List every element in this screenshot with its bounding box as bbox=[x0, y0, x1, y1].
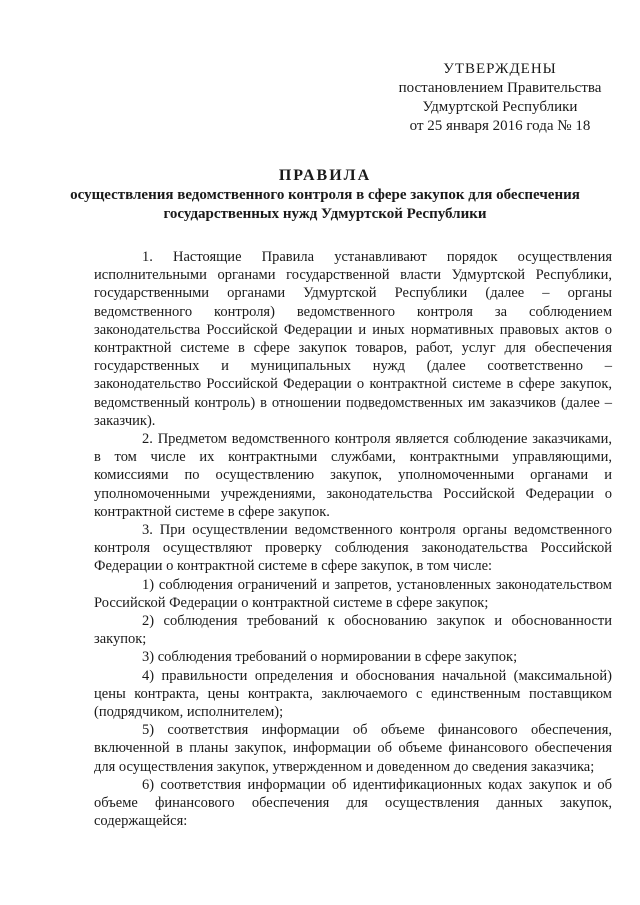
title-subtitle-line-2: государственных нужд Удмуртской Республики bbox=[163, 206, 487, 222]
list-item-1: 1) соблюдения ограничений и запретов, установленных законодательством Российской Федерации о контрактной системе в сфере закупок; bbox=[94, 576, 612, 611]
approval-line-1: постановлением Правительства bbox=[398, 80, 602, 96]
document-title bbox=[60, 166, 590, 224]
approval-line-3: от 25 января 2016 года № 18 bbox=[409, 118, 591, 134]
document-body bbox=[94, 248, 612, 831]
title-main: ПРАВИЛА bbox=[278, 167, 372, 184]
approval-heading: УТВЕРЖДЕНЫ bbox=[443, 61, 557, 77]
list-item-6: 6) соответствия информации об идентификационных кодах закупок и об объеме финансового обеспечения для осуществления данных закупок, содержащейся: bbox=[94, 776, 612, 830]
list-item-4: 4) правильности определения и обоснования начальной (максимальной) цены контракта, цены контракта, заключаемого с единственным поставщиком (подрядчиком, исполнителем); bbox=[94, 667, 612, 721]
paragraph-3: 3. При осуществлении ведомственного контроля органы ведомственного контроля осуществляют проверку соблюдения законодательства Российской Федерации о контрактной системе в сфере закупок, в том числе: bbox=[94, 522, 612, 575]
list-item-3: 3) соблюдения требований о нормировании в сфере закупок; bbox=[142, 649, 518, 666]
paragraph-1: 1. Настоящие Правила устанавливают порядок осуществления исполнительными органами государственной власти Удмуртской Республики, государственными органами Удмуртской Республики (далее – органы ведомственного контроля) ведомственного контроля за соблюдением законодательства Российской Федерации и иных нормативных правовых актов о контрактной системе в сфере закупок товаров, работ, услуг для обеспечения государственных и муниципальных нужд (далее соответственно – законодательство Российской Федерации о контрактной системе в сфере закупок, ведомственный контроль) в отношении подведомственных им заказчиков (далее – заказчик). bbox=[94, 249, 612, 429]
paragraph-2: 2. Предметом ведомственного контроля является соблюдение заказчиками, в том числе их контрактными службами, контрактными управляющими, комиссиями по осуществлению закупок, уполномоченными органами и уполномоченными учреждениями, законодательства Российской Федерации о контрактной системе в сфере закупок. bbox=[94, 431, 612, 520]
approval-block bbox=[380, 60, 620, 136]
title-subtitle-line-1: осуществления ведомственного контроля в сфере закупок для обеспечения bbox=[70, 187, 580, 203]
list-item-2: 2) соблюдения требований к обоснованию закупок и обоснованности закупок; bbox=[94, 613, 612, 648]
approval-line-2: Удмуртской Республики bbox=[422, 99, 578, 115]
list-item-5: 5) соответствия информации об объеме финансового обеспечения, включенной в планы закупок, информации об объеме финансового обеспечения для осуществления закупок, утвержденном и доведенном до сведения заказчика; bbox=[94, 722, 612, 775]
